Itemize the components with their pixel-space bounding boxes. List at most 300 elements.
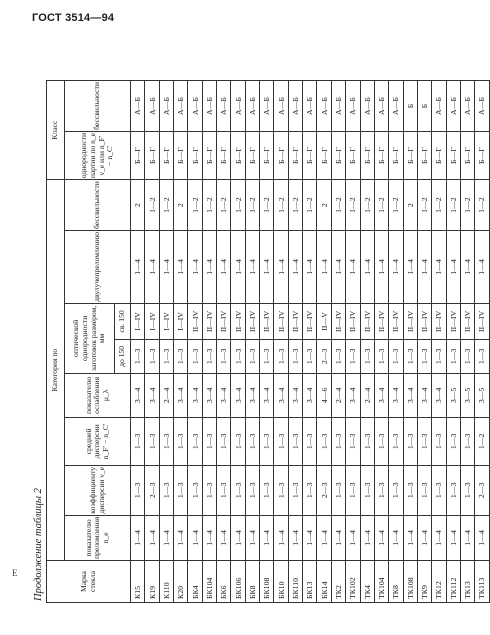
table-cell: Б—Г: [145, 131, 159, 179]
glass-mark-cell: БК14: [317, 561, 331, 603]
table-cell: II—IV: [417, 303, 431, 339]
table-caption: Продолжение таблицы 2: [33, 488, 44, 601]
table-cell: 1—3: [231, 465, 245, 515]
table-cell: Б—Г: [303, 131, 317, 179]
table-cell: 2—3: [475, 465, 489, 515]
table-cell: 1—3: [217, 465, 231, 515]
table-cell: 1—3: [432, 417, 446, 465]
table-row: [274, 81, 288, 603]
table-cell: 1—3: [475, 339, 489, 373]
table-cell: 3—4: [174, 373, 188, 417]
table-cell: 2: [174, 180, 188, 231]
table-cell: 3—4: [245, 373, 259, 417]
table-cell: 1—3: [346, 339, 360, 373]
table-cell: 1—3: [346, 465, 360, 515]
table-cell: 1—3: [217, 339, 231, 373]
table-cell: 1—3: [245, 417, 259, 465]
table-cell: А—Б: [374, 81, 388, 132]
table-cell: 1—2: [374, 180, 388, 231]
table-cell: 1—3: [331, 417, 345, 465]
header-mean-dispersion: средней дисперсии n_F′ − n_C′: [65, 417, 131, 465]
table-cell: II—IV: [202, 303, 216, 339]
table-cell: 3—4: [145, 373, 159, 417]
table-cell: Б—Г: [245, 131, 259, 179]
table-cell: 1—4: [217, 515, 231, 560]
table-cell: 1—3: [145, 339, 159, 373]
glass-mark-cell: БК104: [202, 561, 216, 603]
table-row: [131, 81, 145, 603]
table-cell: 2: [131, 180, 145, 231]
table-cell: 1—4: [374, 515, 388, 560]
header-class-group: Класс: [47, 81, 65, 180]
table-cell: 1—4: [303, 231, 317, 304]
table-cell: 3—5: [475, 373, 489, 417]
table-cell: 1—4: [417, 231, 431, 304]
table-cell: 1—4: [131, 515, 145, 560]
table-cell: 1—4: [159, 515, 173, 560]
table-cell: 1—4: [432, 231, 446, 304]
table-cell: 1—4: [331, 231, 345, 304]
table-row: [145, 81, 159, 603]
table-cell: 1—2: [346, 180, 360, 231]
table-cell: 1—4: [475, 231, 489, 304]
table-cell: II—IV: [403, 303, 417, 339]
glass-mark-cell: ТК113: [475, 561, 489, 603]
table-cell: 1—3: [317, 417, 331, 465]
table-cell: 1—3: [202, 417, 216, 465]
table-cell: 1—2: [188, 180, 202, 231]
table-cell: 1—2: [360, 180, 374, 231]
table-cell: 1—3: [460, 417, 474, 465]
table-cell: 1—3: [159, 465, 173, 515]
table-cell: 1—2: [217, 180, 231, 231]
table-cell: 1—4: [231, 515, 245, 560]
glass-mark-cell: ТК4: [360, 561, 374, 603]
table-cell: 1—3: [217, 417, 231, 465]
table-cell: 1—3: [389, 339, 403, 373]
table-cell: 3—4: [288, 373, 302, 417]
glass-mark-cell: ТК108: [403, 561, 417, 603]
table-cell: 1—4: [317, 231, 331, 304]
table-cell: Б—Г: [475, 131, 489, 179]
table-row: [475, 81, 489, 603]
header-mark: Марка стекла: [47, 561, 131, 603]
table-cell: 1—3: [303, 339, 317, 373]
table-cell: А—Б: [202, 81, 216, 132]
glass-mark-cell: БК4: [188, 561, 202, 603]
table-cell: Б—Г: [202, 131, 216, 179]
table-cell: 1—3: [331, 339, 345, 373]
table-cell: 1—3: [174, 465, 188, 515]
glass-mark-cell: ТК9: [417, 561, 431, 603]
table-cell: 1—3: [274, 417, 288, 465]
table-cell: А—Б: [446, 81, 460, 132]
table-cell: 1—4: [346, 515, 360, 560]
table-cell: 1—3: [188, 417, 202, 465]
table-cell: 1—4: [360, 515, 374, 560]
table-cell: 1—4: [145, 231, 159, 304]
table-row: [202, 81, 216, 603]
table-cell: 2—4: [331, 373, 345, 417]
table-cell: 3—4: [417, 373, 431, 417]
table-cell: А—Б: [188, 81, 202, 132]
glass-mark-cell: К110: [159, 561, 173, 603]
table-cell: А—Б: [331, 81, 345, 132]
table-cell: 1—4: [202, 515, 216, 560]
table-cell: 1—3: [417, 339, 431, 373]
table-cell: II—IV: [288, 303, 302, 339]
table-cell: 1—3: [403, 465, 417, 515]
table-cell: А—Б: [475, 81, 489, 132]
glass-mark-cell: ТК2: [331, 561, 345, 603]
header-bubbles-class: бессвильности: [65, 81, 131, 132]
table-cell: 1—4: [145, 515, 159, 560]
table-cell: II—IV: [231, 303, 245, 339]
table-cell: 2—3: [145, 465, 159, 515]
table-cell: 1—4: [245, 231, 259, 304]
table-cell: 1—4: [346, 231, 360, 304]
table-cell: 3—4: [260, 373, 274, 417]
table-cell: А—Б: [245, 81, 259, 132]
table-cell: Б—Г: [446, 131, 460, 179]
table-cell: 1—2: [446, 180, 460, 231]
table-cell: 1—3: [260, 417, 274, 465]
table-cell: Б—Г: [403, 131, 417, 179]
glass-mark-cell: ТК12: [432, 561, 446, 603]
table-cell: 1—3: [432, 465, 446, 515]
table-cell: 1—3: [460, 465, 474, 515]
page-header: ГОСТ 3514—94: [32, 12, 115, 24]
table-cell: 1—3: [202, 339, 216, 373]
table-cell: I—IV: [131, 303, 145, 339]
table-row: [159, 81, 173, 603]
table-cell: 3—4: [274, 373, 288, 417]
table-cell: 1—3: [231, 339, 245, 373]
table-cell: 1—2: [460, 180, 474, 231]
table-cell: 1—2: [475, 180, 489, 231]
table-cell: II—IV: [460, 303, 474, 339]
table-cell: 1—3: [188, 339, 202, 373]
table-cell: А—Б: [303, 81, 317, 132]
table-cell: II—IV: [188, 303, 202, 339]
table-cell: 1—3: [288, 417, 302, 465]
table-cell: II—IV: [303, 303, 317, 339]
table-cell: 1—3: [446, 465, 460, 515]
table-row: [460, 81, 474, 603]
table-cell: Б—Г: [317, 131, 331, 179]
table-cell: Б: [403, 81, 417, 132]
table-row: [331, 81, 345, 603]
table-row: [432, 81, 446, 603]
table-cell: Б—Г: [159, 131, 173, 179]
table-row: [188, 81, 202, 603]
table-cell: 1—3: [374, 417, 388, 465]
table-cell: 1—3: [360, 417, 374, 465]
table-cell: 1—2: [288, 180, 302, 231]
table-row: [346, 81, 360, 603]
table-cell: I—IV: [159, 303, 173, 339]
table-cell: 1—3: [188, 465, 202, 515]
table-cell: А—Б: [145, 81, 159, 132]
table-cell: Б—Г: [360, 131, 374, 179]
table-cell: 3—5: [446, 373, 460, 417]
table-cell: 4—6: [317, 373, 331, 417]
table-cell: 1—4: [202, 231, 216, 304]
table-cell: 1—3: [231, 417, 245, 465]
table-cell: А—Б: [274, 81, 288, 132]
header-batch-homogeneity: однородности партии по n_e ν_e или n_F′ − n_C′: [65, 131, 131, 179]
table-cell: II—IV: [360, 303, 374, 339]
table-cell: 1—3: [245, 339, 259, 373]
table-cell: 1—4: [432, 515, 446, 560]
glass-mark-cell: БК110: [288, 561, 302, 603]
table-cell: 1—3: [417, 465, 431, 515]
table-row: [446, 81, 460, 603]
table-cell: 1—3: [274, 465, 288, 515]
table-cell: 1—3: [417, 417, 431, 465]
table-cell: 1—2: [303, 180, 317, 231]
table-cell: А—Б: [288, 81, 302, 132]
table-cell: 1—3: [260, 339, 274, 373]
table-cell: 1—4: [260, 515, 274, 560]
table-cell: 3—4: [202, 373, 216, 417]
table-cell: 3—4: [217, 373, 231, 417]
glass-category-table: [46, 80, 490, 603]
table-cell: 2—3: [317, 465, 331, 515]
table-cell: 1—2: [274, 180, 288, 231]
table-row: [303, 81, 317, 603]
table-cell: 1—3: [131, 417, 145, 465]
table-cell: II—IV: [217, 303, 231, 339]
table-cell: II—IV: [245, 303, 259, 339]
glass-mark-cell: К19: [145, 561, 159, 603]
rotated-table-area: [32, 33, 487, 603]
table-cell: II—IV: [389, 303, 403, 339]
table-cell: 1—4: [188, 515, 202, 560]
table-cell: 1—4: [274, 515, 288, 560]
table-cell: Б—Г: [374, 131, 388, 179]
table-row: [245, 81, 259, 603]
table-cell: 1—3: [360, 465, 374, 515]
table-body: [131, 81, 490, 603]
table-cell: 2—4: [159, 373, 173, 417]
table-cell: 1—4: [245, 515, 259, 560]
table-cell: А—Б: [131, 81, 145, 132]
table-cell: 1—4: [274, 231, 288, 304]
table-cell: 3—5: [460, 373, 474, 417]
table-cell: 2: [317, 180, 331, 231]
glass-mark-cell: БК6: [217, 561, 231, 603]
header-bubbles-category: бессвильности: [65, 180, 131, 231]
table-cell: II—IV: [274, 303, 288, 339]
table-cell: 3—4: [131, 373, 145, 417]
table-cell: Б—Г: [346, 131, 360, 179]
table-cell: II—IV: [432, 303, 446, 339]
header-optical-homogeneity: оптической однородности заготовок размером, мм: [65, 303, 115, 373]
glass-mark-cell: ТК112: [446, 561, 460, 603]
table-cell: 1—3: [260, 465, 274, 515]
glass-mark-cell: К15: [131, 561, 145, 603]
table-cell: 1—3: [403, 417, 417, 465]
table-cell: 1—4: [331, 515, 345, 560]
table-cell: 1—2: [417, 180, 431, 231]
table-cell: 1—3: [432, 339, 446, 373]
table-cell: 1—3: [331, 465, 345, 515]
table-cell: 1—4: [131, 231, 145, 304]
table-cell: 1—3: [460, 339, 474, 373]
header-size-to-150: до 150: [115, 339, 131, 373]
table-cell: 3—4: [389, 373, 403, 417]
table-cell: 1—4: [403, 231, 417, 304]
table-cell: 1—2: [245, 180, 259, 231]
table-cell: А—Б: [317, 81, 331, 132]
glass-mark-cell: БК106: [231, 561, 245, 603]
table-cell: Б: [417, 81, 431, 132]
table-cell: 1—2: [331, 180, 345, 231]
table-cell: Б—Г: [288, 131, 302, 179]
table-cell: А—Б: [460, 81, 474, 132]
table-cell: 1—4: [217, 231, 231, 304]
header-categories-group: Категория по: [47, 180, 65, 561]
glass-mark-cell: ТК13: [460, 561, 474, 603]
table-cell: Б—Г: [231, 131, 245, 179]
table-cell: 1—3: [389, 465, 403, 515]
table-cell: 1—3: [159, 339, 173, 373]
table-row: [417, 81, 431, 603]
table-cell: А—Б: [231, 81, 245, 132]
table-cell: 1—2: [260, 180, 274, 231]
table-cell: 3—4: [231, 373, 245, 417]
table-cell: А—Б: [159, 81, 173, 132]
table-cell: Б—Г: [389, 131, 403, 179]
table-cell: 1—3: [174, 339, 188, 373]
table-cell: 1—3: [131, 339, 145, 373]
table-cell: А—Б: [389, 81, 403, 132]
table-cell: 1—3: [174, 417, 188, 465]
table-cell: 1—2: [202, 180, 216, 231]
table-cell: 1—3: [374, 465, 388, 515]
glass-mark-cell: ТК8: [389, 561, 403, 603]
table-cell: 3—4: [188, 373, 202, 417]
table-cell: 1—2: [231, 180, 245, 231]
table-cell: 1—4: [446, 515, 460, 560]
table-cell: 1—4: [475, 515, 489, 560]
table-cell: 1—4: [403, 515, 417, 560]
table-cell: 1—4: [360, 231, 374, 304]
table-cell: 1—4: [288, 231, 302, 304]
header-refraction: показателю преломления n_e: [65, 515, 131, 560]
table-cell: 2: [403, 180, 417, 231]
table-row: [288, 81, 302, 603]
table-cell: 1—2: [389, 180, 403, 231]
table-cell: I—IV: [174, 303, 188, 339]
table-cell: 1—4: [260, 231, 274, 304]
table-cell: II—IV: [260, 303, 274, 339]
table-cell: Б—Г: [274, 131, 288, 179]
table-row: [231, 81, 245, 603]
table-cell: 2—3: [317, 339, 331, 373]
glass-mark-cell: БК8: [245, 561, 259, 603]
table-cell: 1—4: [460, 515, 474, 560]
glass-mark-cell: БК13: [303, 561, 317, 603]
table-cell: 1—4: [231, 231, 245, 304]
table-cell: 1—4: [303, 515, 317, 560]
table-cell: 1—3: [202, 465, 216, 515]
table-cell: II—V: [317, 303, 331, 339]
table-cell: 1—4: [417, 515, 431, 560]
table-cell: Б—Г: [188, 131, 202, 179]
table-cell: Б—Г: [260, 131, 274, 179]
table-cell: 3—4: [374, 373, 388, 417]
table-row: [217, 81, 231, 603]
table-row: [403, 81, 417, 603]
table-cell: 1—4: [159, 231, 173, 304]
header-dispersion-coefficient: коэффициенту дисперсии ν_e: [65, 465, 131, 515]
table-cell: 3—4: [303, 373, 317, 417]
table-cell: Б—Г: [331, 131, 345, 179]
table-cell: 1—3: [159, 417, 173, 465]
table-cell: 1—2: [475, 417, 489, 465]
table-cell: II—IV: [346, 303, 360, 339]
table-row: [174, 81, 188, 603]
table-cell: 1—4: [374, 231, 388, 304]
table-cell: 1—3: [360, 339, 374, 373]
header-birefringence: двулучепреломлению: [65, 231, 131, 304]
table-cell: 1—3: [145, 417, 159, 465]
table-cell: Б—Г: [217, 131, 231, 179]
table-cell: I—IV: [145, 303, 159, 339]
table-row: [374, 81, 388, 603]
header-attenuation: показателю ослабления μ_λ: [65, 373, 131, 417]
table-cell: 1—2: [145, 180, 159, 231]
table-cell: 1—3: [403, 339, 417, 373]
table-row: [389, 81, 403, 603]
table-cell: 1—3: [288, 465, 302, 515]
table-cell: II—IV: [475, 303, 489, 339]
table-cell: Б—Г: [174, 131, 188, 179]
table-row: [260, 81, 274, 603]
table-cell: II—IV: [446, 303, 460, 339]
table-cell: 1—3: [374, 339, 388, 373]
table-cell: Б—Г: [417, 131, 431, 179]
header-size-over-150: св. 150: [115, 303, 131, 339]
table-cell: 1—4: [317, 515, 331, 560]
table-cell: А—Б: [260, 81, 274, 132]
table-cell: 1—3: [346, 417, 360, 465]
table-cell: 1—3: [274, 339, 288, 373]
rotated-content: [32, 33, 487, 603]
table-cell: 1—4: [288, 515, 302, 560]
table-cell: II—IV: [374, 303, 388, 339]
table-cell: 1—2: [159, 180, 173, 231]
table-cell: 1—4: [446, 231, 460, 304]
table-row: [360, 81, 374, 603]
glass-mark-cell: К20: [174, 561, 188, 603]
table-cell: 1—3: [245, 465, 259, 515]
table-cell: 1—4: [460, 231, 474, 304]
table-cell: А—Б: [432, 81, 446, 132]
table-cell: Б—Г: [131, 131, 145, 179]
table-row: [317, 81, 331, 603]
table-cell: 1—3: [303, 465, 317, 515]
table-cell: 1—3: [389, 417, 403, 465]
table-cell: 1—4: [188, 231, 202, 304]
table-cell: 1—4: [174, 231, 188, 304]
table-cell: 3—4: [346, 373, 360, 417]
table-cell: Б—Г: [432, 131, 446, 179]
table-cell: 1—3: [131, 465, 145, 515]
table-cell: А—Б: [174, 81, 188, 132]
